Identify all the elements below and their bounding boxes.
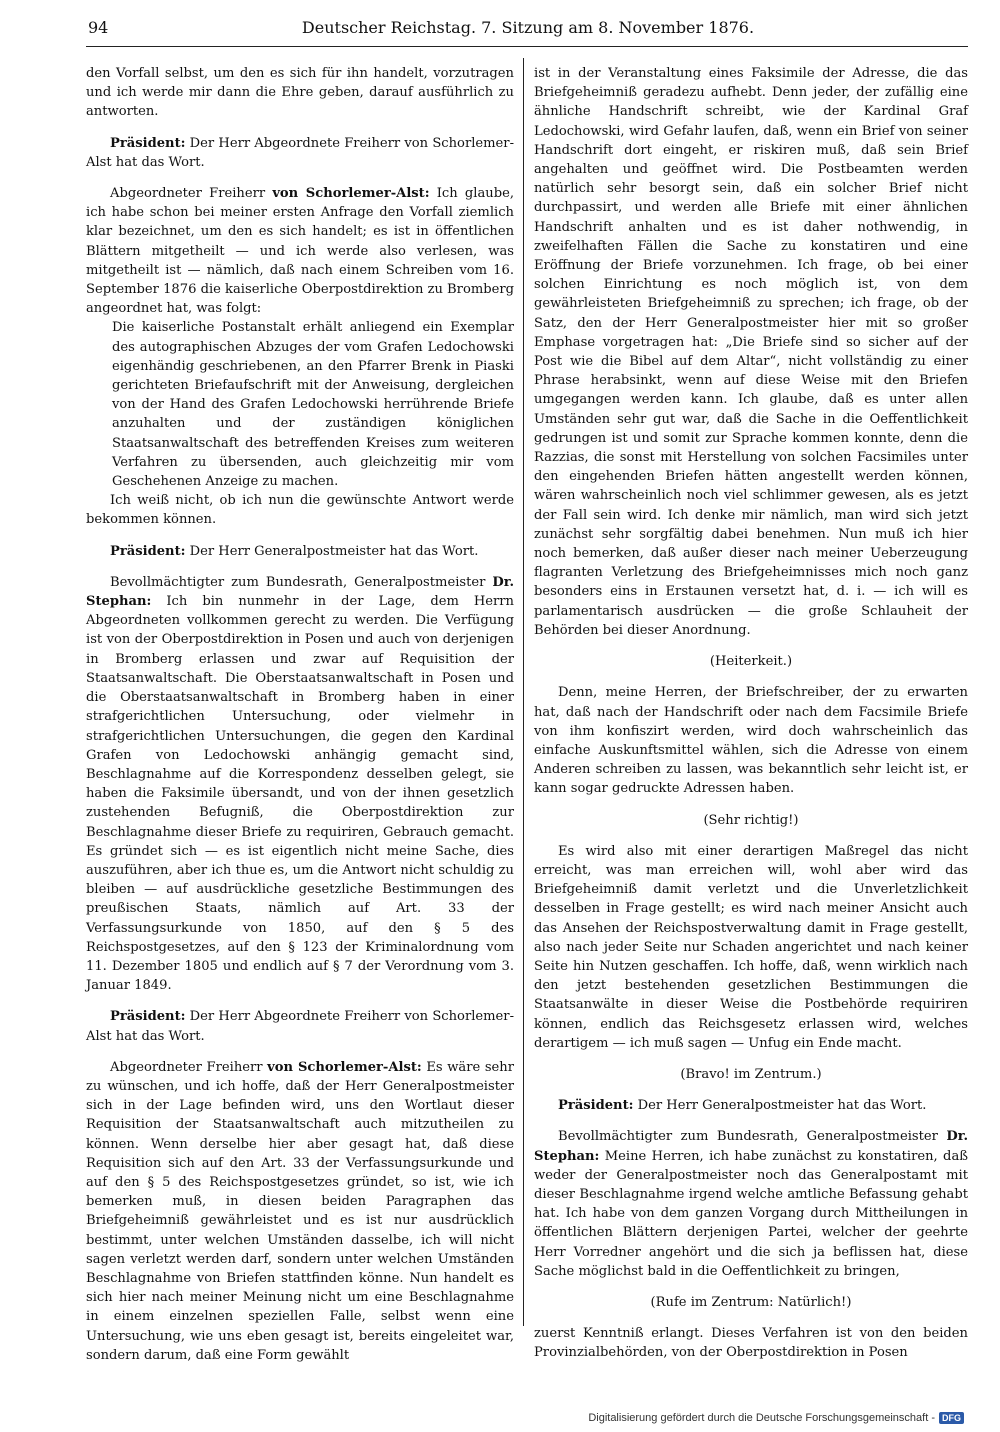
paragraph: Denn, meine Herren, der Briefschreiber, der zu erwarten hat, daß nach der Handschrift oder nach dem Facsimile Briefe von ihm konfiszirt werden, wird doch wahrscheinlich das einfache Auskunftsmittel wählen, sich die Adresse von einem Anderen schreiben zu lassen, was bekanntlich sehr leicht ist, er kann sogar gedruckte Adressen haben. bbox=[534, 685, 968, 797]
speaker-name: Dr. Stephan: bbox=[86, 574, 514, 610]
dfg-logo: DFG bbox=[939, 1412, 964, 1424]
speaker-prefix: Abgeordneter Freiherr bbox=[110, 1059, 268, 1075]
speech-text: Der Herr Generalpostmeister hat das Wort. bbox=[185, 543, 479, 559]
left-column bbox=[86, 64, 514, 1377]
speech-text: Der Herr Generalpostmeister hat das Wort. bbox=[633, 1098, 927, 1114]
paragraph bbox=[534, 1096, 968, 1115]
interjection: (Rufe im Zentrum: Natürlich!) bbox=[650, 1294, 852, 1310]
speech-text: Ich glaube, ich habe schon bei meiner ersten Anfrage den Vorfall ziemlich klar bezeichnet, um den es sich handelt; es ist in öffentlichen Blättern mitgetheilt — und ich werde also verlesen, was mitgetheilt ist — nämlich, daß nach einem Schreiben vom 16. September 1876 die kaiserliche Oberpostdirektion zu Bromberg angeordnet hat, was folgt: bbox=[86, 186, 515, 317]
speaker-prefix: Abgeordneter Freiherr bbox=[110, 186, 273, 202]
paragraph bbox=[86, 573, 514, 995]
speaker-label: Präsident: bbox=[110, 1009, 186, 1025]
paragraph: Es wird also mit einer derartigen Maßregel das nicht erreicht, was man erreichen will, wohl aber wird das Briefgeheimniß damit verletzt und die Unverletzlichkeit desselben in Frage gestellt; es wird nach meiner Ansicht auch das Ansehen der Reichspostverwaltung damit in Frage gestellt, also nach jeder Seite nur Schaden angerichtet und nach keiner Seite hin Nutzen geschaffen. Ich hoffe, daß, wenn wirklich nach den jetzt bestehenden gesetzlichen Bestimmungen die Staatsanwälte in dieser Weise die Postbehörde requiriren können, endlich das Reichsgesetz erlassen wird, welches derartigem — ich muß sagen — Unfug ein Ende macht. bbox=[534, 843, 968, 1051]
speaker-label: Präsident: bbox=[110, 543, 186, 559]
paragraph bbox=[86, 542, 514, 561]
paragraph: Ich weiß nicht, ob ich nun die gewünschte Antwort werde bekommen können. bbox=[86, 493, 514, 528]
interjection: (Sehr richtig!) bbox=[703, 812, 799, 828]
column-divider bbox=[523, 58, 524, 1326]
speaker-prefix: Bevollmächtigter zum Bundesrath, Generalpostmeister bbox=[558, 1129, 947, 1145]
credit-text: Digitalisierung gefördert durch die Deutsche Forschungsgemeinschaft - bbox=[588, 1412, 935, 1424]
speaker-name: von Schorlemer-Alst: bbox=[267, 1059, 422, 1075]
quotation: Die kaiserliche Postanstalt erhält anliegend ein Exemplar des autographischen Abzuges der vom Grafen Ledochowski eigenhändig geschriebenen, an den Pfarrer Brenk in Piaski gerichteten Briefaufschrift mit der Anweisung, dergleichen von der Hand des Grafen Ledochowski herrührende Briefe anzuhalten und der zuständigen königlichen Staatsanwaltschaft des betreffenden Kreises zum weiteren Verfahren zu übersenden, auch gleichzeitig mir vom Geschehenen Anzeige zu machen. bbox=[112, 320, 514, 490]
speech-text: Es wäre sehr zu wünschen, und ich hoffe, daß der Herr Generalpostmeister sich in der Lage befinden wird, uns den Wortlaut dieser Requisition der Staatsanwaltschaft auch mitzutheilen zu können. Wenn derselbe hier aber gesagt hat, daß diese Requisition sich auf den Art. 33 der Verfassungsurkunde und auf den § 5 des Reichspostgesetzes gründet, so ist, wie ich bemerken muß, in diesen beiden Paragraphen das Briefgeheimniß gewährleistet und es ist nur ausdrücklich bestimmt, unter welchen Umständen dasselbe, ich will nicht sagen verletzt werden darf, sondern unter welchen Umständen Beschlagnahme von Briefen stattfinden könne. Nun handelt es sich hier nach meiner Meinung nicht um eine Beschlagnahme in einem einzelnen speziellen Falle, selbst wenn eine Untersuchung, wie uns eben gesagt ist, bereits eingeleitet war, sondern darum, daß eine Form gewählt bbox=[86, 1059, 514, 1363]
page-number: 94 bbox=[88, 18, 109, 37]
speech-text: Der Herr Abgeordnete Freiherr von Schorlemer-Alst hat das Wort. bbox=[86, 135, 514, 170]
paragraph bbox=[86, 134, 514, 172]
paragraph bbox=[86, 184, 514, 318]
page-header bbox=[88, 18, 968, 44]
interjection: (Bravo! im Zentrum.) bbox=[680, 1066, 822, 1082]
speaker-label: Präsident: bbox=[558, 1098, 634, 1114]
header-rule bbox=[86, 46, 968, 47]
paragraph bbox=[86, 1058, 514, 1365]
paragraph bbox=[534, 1127, 968, 1281]
speaker-prefix: Bevollmächtigter zum Bundesrath, Generalpostmeister bbox=[110, 574, 493, 590]
right-column bbox=[534, 64, 968, 1375]
speaker-label: Präsident: bbox=[110, 135, 186, 151]
interjection: (Heiterkeit.) bbox=[709, 654, 793, 670]
paragraph: zuerst Kenntniß erlangt. Dieses Verfahren ist von den beiden Provinzialbehörden, von der Oberpostdirektion in Posen bbox=[534, 1326, 968, 1361]
speech-text: Ich bin nunmehr in der Lage, dem Herrn Abgeordneten vollkommen gerecht zu werden. Die Verfügung ist von der Oberpostdirektion in Posen und auch von derjenigen in Bromberg erlassen und zwar auf Requisition der Staatsanwaltschaft. Die Oberstaatsanwaltschaft in Posen und die Oberstaatsanwaltschaft in Bromberg haben in einer strafgerichtlichen Untersuchung, oder vielmehr in strafgerichtlichen Untersuchungen, die gegen den Kardinal Grafen von Ledochowski anhängig gemacht sind, Beschlagnahme auf die Korrespondenz desselben gelegt, sie haben die Faksimile übersandt, und von der ihnen gesetzlich zustehenden Befugniß, die Oberpostdirektion zur Beschlagnahme dieser Briefe zu requiriren, Gebrauch gemacht. Es gründet sich — es ist eigentlich nicht meine Sache, dies auszuführen, aber ich thue es, um die Antwort nicht schuldig zu bleiben — auf ausdrückliche gesetzliche Bestimmungen des preußischen Staats, nämlich auf Art. 33 der Verfassungsurkunde von 1850, auf den § 5 des Reichspostgesetzes, auf den § 123 der Kriminalordnung vom 11. Dezember 1805 und endlich auf § 7 der Verordnung vom 3. Januar 1849. bbox=[86, 594, 514, 994]
running-title: Deutscher Reichstag. 7. Sitzung am 8. November 1876. bbox=[301, 18, 755, 37]
speaker-name: von Schorlemer-Alst: bbox=[272, 186, 430, 202]
speech-text: Der Herr Abgeordnete Freiherr von Schorlemer-Alst hat das Wort. bbox=[86, 1009, 514, 1044]
paragraph bbox=[86, 1007, 514, 1045]
paragraph: ist in der Veranstaltung eines Faksimile der Adresse, die das Briefgeheimniß geradezu aufhebt. Denn jeder, der zufällig eine ähnliche Handschrift schreibt, wie der Kardinal Graf Ledochowski, wird Gefahr laufen, daß, wenn ein Brief von seiner Handschrift dort eingeht, er riskiren muß, daß sein Brief angehalten und geöffnet wird. Die Postbeamten werden natürlich sehr besorgt sein, daß ein solcher Brief nicht durchpassirt, und werden alle Briefe mit einer ähnlichen Handschrift anhalten und es ist daher nothwendig, in zweifelhaften Fällen die Sache zu konstatiren und eine Eröffnung der Briefe vorzunehmen. Ich frage, ob bei einer solchen Einrichtung es noch möglich ist, von dem gewährleisteten Briefgeheimniß zu sprechen; ich frage, ob der Satz, den der Herr Generalpostmeister hier mit so großer Emphase vorgetragen hat: „Die Briefe sind so sicher auf der Post wie die Bibel auf dem Altar“, nicht vollständig zu einer Phrase herabsinkt, wenn auf diese Weise mit den Briefen umgegangen werden kann. Ich glaube, daß es unter allen Umständen sehr gut war, daß die Sache in die Oeffentlichkeit gedrungen ist und somit zur Sprache kommen konnte, denn die Razzias, die sonst mit Herstellung von solchen Facsimiles unter den eingehenden Briefen hätten angestellt werden können, wären wahrscheinlich noch viel schlimmer gewesen, als es jetzt der Fall sein wird. Ich denke mir nämlich, man wird sich jetzt zunächst sehr sorgfältig dabei benehmen. Nun muß ich hier noch bemerken, daß außer dieser nach meiner Ueberzeugung flagranten Verletzung des Briefgeheimnisses mich noch ganz besonders eins in Erstaunen versetzt hat, d. i. — ich will es parlamentarisch ausdrücken — die große Schlauheit der Behörden bei dieser Anordnung. bbox=[534, 66, 968, 638]
speaker-name: Dr. Stephan: bbox=[534, 1129, 968, 1164]
speech-text: Meine Herren, ich habe zunächst zu konstatiren, daß weder der Generalpostmeister noch das Generalpostamt mit dieser Beschlagnahme irgend welche amtliche Befassung gehabt hat. Ich habe von dem ganzen Vorgang durch Mittheilungen in öffentlichen Blättern derjenigen Partei, welcher der geehrte Herr Vorredner angehört und die sich ja beflissen hat, diese Sache möglichst bald in die Oeffentlichkeit zu bringen, bbox=[534, 1148, 968, 1279]
paragraph: den Vorfall selbst, um den es sich für ihn handelt, vorzutragen und ich werde mir dann die Ehre geben, darauf ausführlich zu antworten. bbox=[86, 66, 514, 120]
digitization-credit bbox=[588, 1412, 964, 1424]
